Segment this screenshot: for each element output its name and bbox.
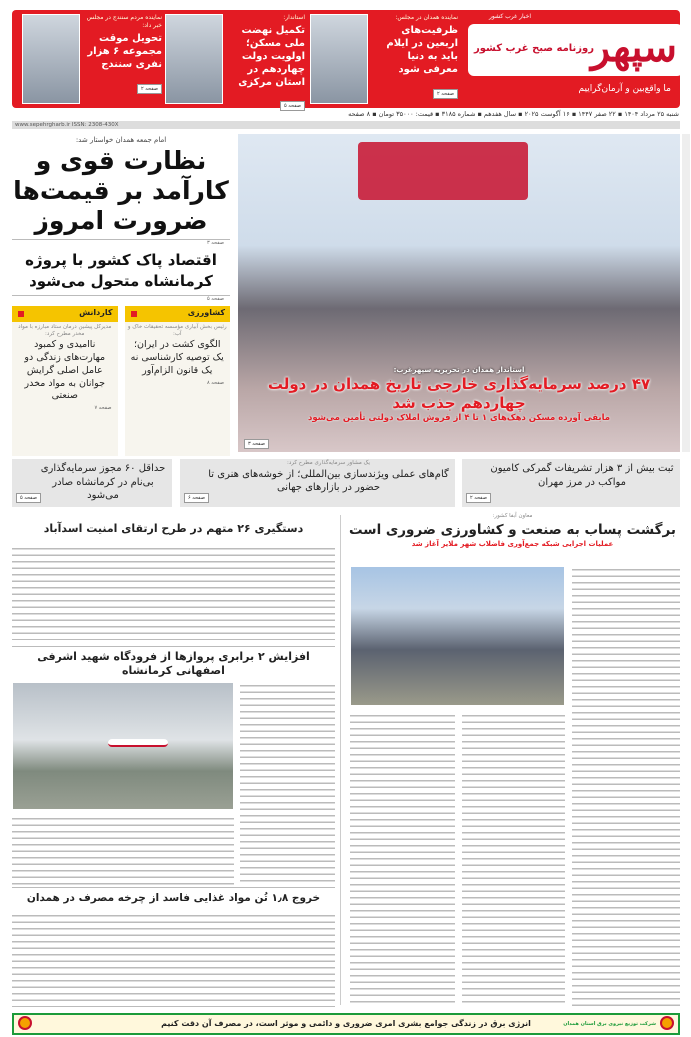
teaser-2-photo	[165, 14, 223, 104]
column-divider	[340, 515, 341, 1005]
square-icon	[18, 311, 24, 317]
teaser-kicker: نماینده همدان در مجلس:	[395, 14, 458, 21]
story-body-text	[350, 712, 455, 1006]
gray-box-title: گام‌های عملی ویژندسازی بین‌المللی؛ از خوشه‌های هنری تا حضور در بازارهای جهانی	[208, 468, 449, 494]
box-title: الگوی کشت در ایران؛ یک توصیه کارشناسی نه یک قانون الزام‌آور	[130, 339, 224, 376]
box-kicker: رئیس بخش آبیاری مؤسسه تحقیقات خاک و آب:	[127, 323, 227, 338]
page-ref: صفحه ۳	[244, 439, 269, 449]
page-ref: صفحه ۲	[433, 89, 458, 99]
second-title: اقتصاد پاک کشور با پروژه کرمانشاه متحول می‌شود	[25, 250, 217, 290]
logo-text: سپهر	[590, 24, 677, 71]
teaser-title: تحویل موقت مجموعه ۶ هزار نفری سنندج	[87, 32, 162, 70]
photo-kicker: استاندار همدان در تحریریه سپهرغرب:	[393, 366, 525, 374]
footer-ad[interactable]	[12, 1013, 680, 1035]
page-ref: صفحه ۵	[207, 295, 224, 302]
ad-text: انرژی برق در زندگی جوامع بشری امری ضروری و دائمی و موثر است، در مصرف آن دقت کنیم	[161, 1019, 531, 1028]
story-body-text	[12, 545, 335, 640]
power-company-logo-icon	[660, 1016, 674, 1030]
gray-box-1[interactable]	[462, 459, 680, 507]
food-title[interactable]: خروج ۱٫۸ تُن مواد غذایی فاسد از چرخه مصرف در همدان	[26, 892, 321, 904]
gray-box-title: حداقل ۶۰ مجوز سرمایه‌گذاری بی‌نام در کرمانشاه صادر می‌شود	[40, 463, 166, 501]
lead-kicker: امام جمعه همدان خواستار شد:	[75, 136, 167, 144]
story-body-text	[240, 682, 335, 885]
kardanesh-box[interactable]	[12, 306, 118, 456]
page-ref: صفحه ۲	[137, 84, 162, 94]
wastewater-story[interactable]	[345, 513, 680, 549]
airplane-icon	[108, 739, 168, 747]
story-body-text	[462, 712, 565, 1006]
page-ref: صفحه ۶	[184, 493, 209, 503]
story-kicker: معاون آبفا کشور:	[492, 513, 533, 519]
logo-subtitle: روزنامه صبح غرب کشور	[474, 43, 595, 54]
section-label: کشاورزی	[187, 307, 225, 317]
section-boxes	[12, 306, 230, 456]
logo-backdrop	[358, 142, 528, 200]
photo-subtitle: مابقی آورده مسکن دهک‌های ۱ تا ۴ از فروش املاک دولتی تأمین می‌شود	[307, 412, 611, 423]
teaser-1[interactable]	[371, 14, 458, 99]
teaser-title: ظرفیت‌های اربعین در ایلام باید به دنیا معرفی شود	[386, 24, 458, 75]
power-company-logo-icon	[18, 1016, 32, 1030]
agriculture-box[interactable]	[125, 306, 231, 456]
teaser-kicker: استاندار:	[283, 14, 305, 21]
page-ref: صفحه ۵	[280, 101, 305, 111]
square-icon	[131, 311, 137, 317]
teaser-1-photo	[310, 14, 368, 104]
wastewater-photo	[350, 566, 565, 706]
gray-box-2[interactable]	[180, 459, 455, 507]
story-title: برگشت پساب به صنعت و کشاورزی ضروری است	[349, 521, 676, 538]
teaser-2[interactable]	[225, 14, 305, 111]
website-bar[interactable]: www.sepehrgharb.ir ISSN: 2308-430X	[12, 121, 680, 129]
masthead-kicker: اخبار غرب کشور	[488, 13, 531, 20]
page-ref: صفحه ۲	[466, 493, 491, 503]
ad-sponsor: شرکت توزیع نیروی برق استان همدان	[563, 1021, 656, 1027]
story-body-text	[12, 912, 335, 1007]
gray-box-3[interactable]	[12, 459, 172, 507]
gray-box-title: ثبت بیش از ۳ هزار تشریفات گمرکی کامیون مواکب در مرز مهران	[490, 463, 674, 488]
second-story[interactable]	[12, 250, 230, 302]
newspaper-logo	[468, 24, 683, 76]
arrests-title[interactable]: دستگیری ۲۶ متهم در طرح ارتقای امنیت اسدآباد	[43, 522, 304, 535]
airplane-photo	[12, 682, 234, 810]
story-subtitle: عملیات اجرایی شبکه جمع‌آوری فاضلاب شهر ملایر آغاز شد	[411, 539, 614, 548]
lead-story[interactable]	[12, 136, 230, 246]
lead-title: نظارت قوی و کارآمد بر قیمت‌ها ضرورت امروز	[13, 145, 229, 235]
photo-headline: ۴۷ درصد سرمایه‌گذاری خارجی تاریخ همدان در دولت چهاردهم جذب شد	[267, 375, 651, 412]
story-body-text	[572, 566, 680, 1006]
slogan: ما واقع‌بین و آرمان‌گراییم	[578, 84, 671, 94]
main-photo[interactable]	[238, 134, 680, 452]
teaser-3-photo	[22, 14, 80, 104]
airport-title[interactable]: افزایش ۲ برابری پروازها از فرودگاه شهید اشرفی اصفهانی کرمانشاه	[37, 650, 310, 678]
teaser-3[interactable]	[82, 14, 162, 94]
page-ref: صفحه ۳	[207, 239, 224, 246]
teaser-title: تکمیل نهضت ملی مسکن؛ اولویت دولت چهاردهم در استان مرکزی	[238, 24, 305, 88]
box-title: ناامیدی و کمبود مهارت‌های زندگی دو عامل اصلی گرایش جوانان به مواد مخدر صنعتی	[24, 339, 106, 402]
page-ref: صفحه ۵	[16, 493, 41, 503]
page-ref: صفحه ۸	[207, 379, 224, 386]
left-column	[12, 136, 230, 456]
story-body-text	[12, 815, 234, 885]
box-kicker: مدیرکل پیشین درمان ستاد مبارزه با مواد مخدر مطرح کرد:	[18, 323, 112, 338]
section-label: کاردانش	[79, 307, 113, 317]
gray-box-kicker: یک مشاور سرمایه‌گذاری مطرح کرد:	[286, 460, 371, 466]
dateline: شنبه ۲۵ مرداد ۱۴۰۴ ▪ ۲۲ صفر ۱۴۴۷ ▪ ۱۶ آگوست ۲۰۲۵ ▪ سال هفدهم ▪ شماره ۳۱۸۵ ▪ قیمت: ۳۵۰۰۰ تومان ▪ ۸ صفحه	[348, 110, 679, 118]
teaser-kicker: نماینده مردم سنندج در مجلس خبر داد:	[86, 14, 162, 29]
photo-credit-strip	[682, 134, 690, 452]
page-ref: صفحه ۷	[94, 405, 112, 412]
